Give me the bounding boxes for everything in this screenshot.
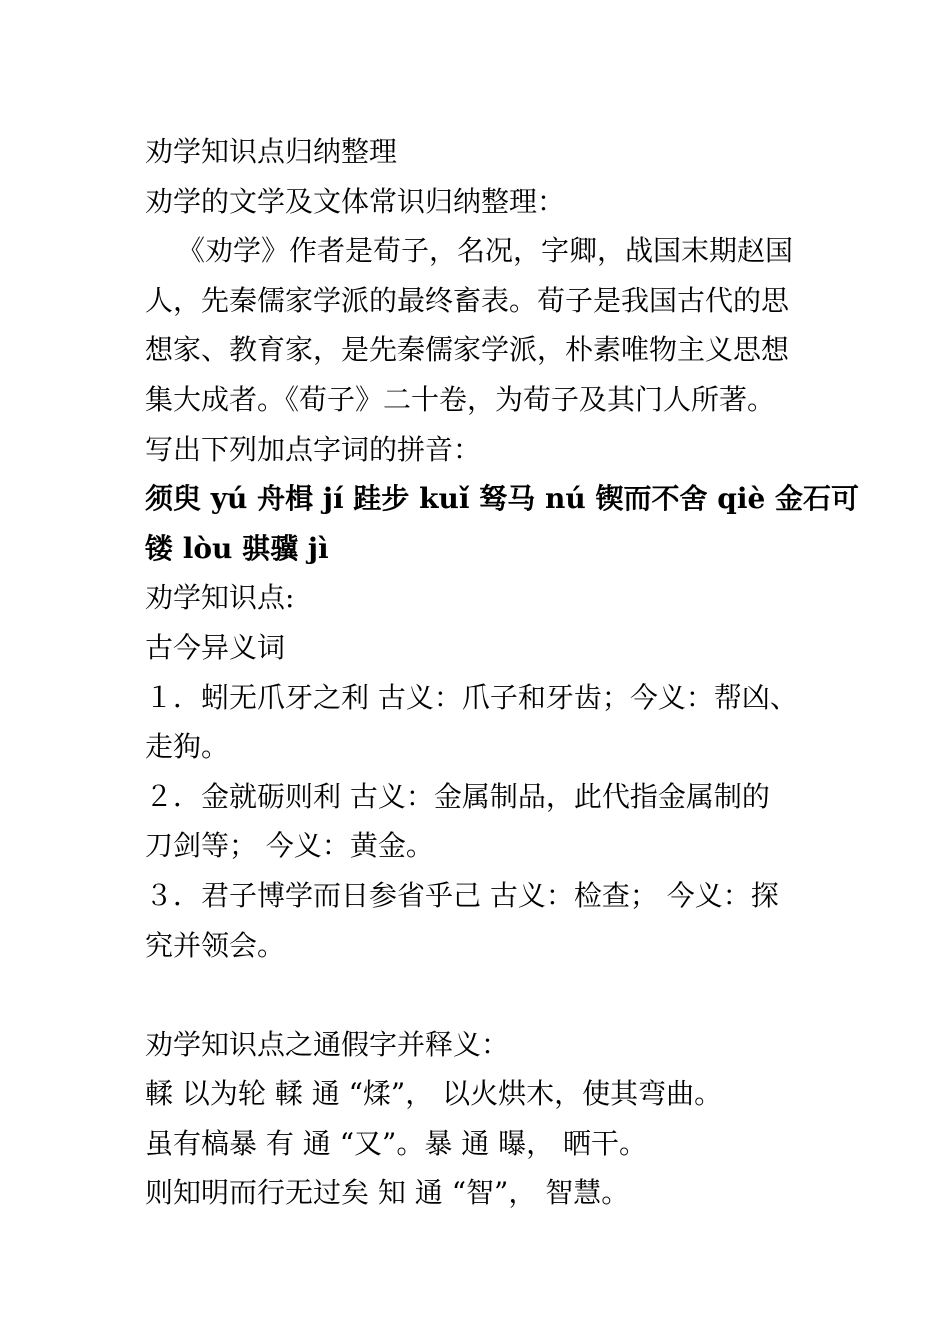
- gujin-item-line: ３．君子博学而日参省乎己 古义：检查； 今义：探: [145, 878, 779, 912]
- gujin-item-line: 走狗。: [145, 730, 230, 764]
- pinyin-heading: 写出下列加点字词的拼音：: [145, 432, 482, 466]
- intro-paragraph-line: 想家、教育家，是先秦儒家学派，朴素唯物主义思想: [145, 333, 790, 367]
- gujin-item-line: 刀剑等； 今义：黄金。: [145, 829, 434, 863]
- knowledge-heading: 劝学知识点:: [145, 581, 295, 615]
- gujin-heading: 古今异义词: [145, 630, 286, 664]
- tongjia-item-line: 则知明而行无过矣 知 通 “智”， 智慧。: [145, 1176, 630, 1210]
- gujin-item-line: １．蚓无爪牙之利 古义：爪子和牙齿；今义：帮凶、: [145, 680, 798, 714]
- pinyin-line: 须臾 yú 舟楫 jí 跬步 kuǐ 驽马 nú 锲而不舍 qiè 金石可: [145, 482, 860, 516]
- section-heading-literature: 劝学的文学及文体常识归纳整理：: [145, 184, 566, 218]
- intro-paragraph-line: 人，先秦儒家学派的最终畜表。荀子是我国古代的思: [145, 283, 790, 317]
- tongjia-item-line: 虽有槁暴 有 通 “又”。暴 通 曝， 晒干。: [145, 1126, 648, 1160]
- tongjia-item-line: 輮 以为轮 輮 通 “煣”， 以火烘木，使其弯曲。: [145, 1077, 723, 1111]
- gujin-item-line: 究并领会。: [145, 928, 286, 962]
- intro-paragraph-line: 集大成者。《荀子》二十卷，为荀子及其门人所著。: [145, 382, 776, 416]
- pinyin-line: 镂 lòu 骐骥 jì: [145, 531, 329, 565]
- intro-paragraph-line: 《劝学》作者是荀子，名况，字卿，战国末期赵国: [177, 234, 794, 268]
- blank-line: [145, 970, 825, 1020]
- gujin-item-line: ２．金就砺则利 古义：金属制品，此代指金属制的: [145, 779, 770, 813]
- document-title: 劝学知识点归纳整理: [145, 135, 398, 168]
- document-page: [145, 127, 860, 1218]
- tongjia-heading: 劝学知识点之通假字并释义：: [145, 1027, 510, 1061]
